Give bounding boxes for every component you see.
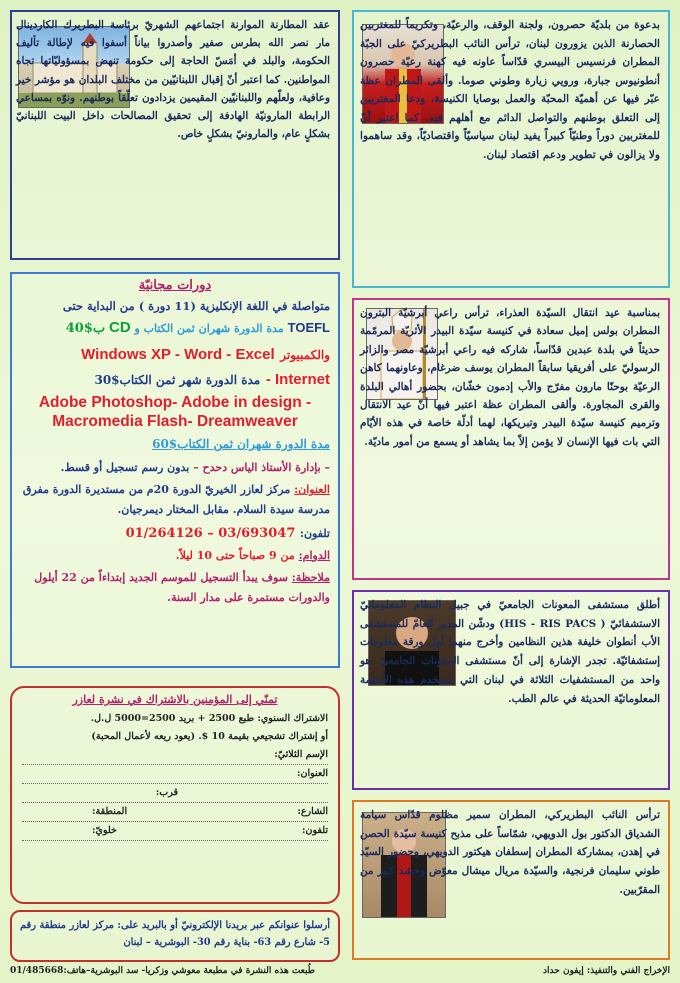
hours-label: الدوام:: [298, 548, 330, 562]
internet-duration: مدة الدورة شهر ثمن الكتاب$30: [94, 373, 261, 387]
name-field[interactable]: [22, 746, 328, 765]
name-label: الإسم الثلاثيّ:: [274, 749, 328, 761]
note-label: ملاحظة:: [291, 570, 330, 584]
courses-toefl-line: [20, 319, 330, 336]
windows-courses: Windows XP - Word - Excel: [81, 346, 275, 363]
address-field[interactable]: [22, 765, 328, 784]
subscription-box: [10, 686, 340, 904]
address-value: مركز لعازر الخيريّ الدورة 20م من مستديرة الدورة مفرق مدرسة سيدة السلام. مقابل المختار ديمرجيان.: [22, 483, 330, 516]
free-courses-box: [10, 272, 340, 668]
area-label: المنطقة:: [92, 806, 128, 818]
street-area-field[interactable]: [22, 803, 328, 822]
article-text: ترأس النائب البطريركي، المطران سمير مظلوم قدّاس سيامة الشدياق الدكتور بول الدويهي، شمّاساً على مذبح كنيسة سيّدة الحصن في إهدن، بمشاركة المطران إسطفان هيكتور الدويهي، وحضور السيّد طوني سليمان فرنجية، والسيّدة مريال ميشال معوّض وحشد كبير من المقرّبين.: [360, 809, 660, 896]
contact-text: أرسلوا عنوانكم عبر بريدنا الإلكترونيّ أو بالبريد على: مركز لعازر منطقة رقم 5- شارع رقم 63- بناية رقم 30- البوشرية – لبنان: [20, 920, 330, 948]
near-field[interactable]: [22, 784, 328, 803]
article-hospital: [352, 590, 670, 790]
courses-english-line: متواصلة في اللغة الإنكليزية (11 دورة ) من البداية حتى: [62, 299, 330, 313]
street-label: الشارع:: [297, 806, 328, 818]
print-credit: طُبعت هذه النشرة في مطبعة معوشي وزكريا- سد البوشرية–هاتف:01/485668: [10, 966, 315, 976]
article-bishops-meeting: [10, 10, 340, 260]
article-text: بمناسبة عيد انتقال السيّدة العذراء، ترأس راعي أبرشيّة البترون المطران بولس إميل سعادة في كنيسة سيّدة البيدر الأثريّة المرمّمة حديثاً في بلدة عبدين قدّاساً، شاركه فيه راعي أبرشيّة مصر والزائر الرسوليّ على أفريقيا سابقاً المطران يوسف ضرغام، وعاونهما كاهن الرعيّة بوحنّا مارون مفرّج والأب إدمون خشّان، بحضور أهالي البلدة والقرى المجاورة. وألقى المطران عظة اعتبر فيها أنّ عيد الانتقال وترميم كنيسة سيّدة البيدر وتبريكها، لهما أدلّة خاصة في هذه الأيّام التي بات فيها الإنسان لا يؤمن إلاّ بما يشاهد أو يسمع من أمور ماديّة.: [360, 307, 660, 448]
adobe-duration: مدة الدورة شهران ثمن الكتاب$60: [152, 437, 330, 452]
address-label: العنوان:: [294, 483, 330, 497]
phone-block: [20, 526, 330, 541]
article-text: بدعوة من بلديّة حصرون، ولجنة الوقف، والرعيّة، وتكريماً للمغتربين الحصارنة الذين يزورون لبنان، ترأس النائب البطريركيّ على الجبّة المطران فرنسيس البيسري قدّاساً عاونه فيه كهنة رعيّة حصرون أنطونيوس جبارة، ورويي زيارة وطوني صوما. وألقى المطران عظة عبّر فيها عن أهميّة المحبّة والعمل بوصايا الكنيسة، ودعا المغتربين إلى التعلق بوطنهم والتواصل الدائم مع أهلهم فيه. كما اعتبر أنّ للمغتربين دوراً وطنيّاً كبيراً يفيد لبنان سياسيّاً واقتصاديّاً، وقد ساهموا ولا يزالون في تطوير ودعم اقتصاد لبنان.: [360, 19, 660, 161]
phone-mobile-field[interactable]: [22, 822, 328, 841]
courses-title: دورات مجانيّة: [138, 278, 212, 293]
toefl-label: TOEFL: [287, 320, 330, 335]
address-field-label: العنوان:: [296, 768, 328, 780]
sub-phone-label: تلفون:: [302, 825, 328, 837]
note-value: سوف يبدأ التسجيل للموسم الجديد إبتداءاً من 22 أيلول والدورات مستمرة على مدار السنة.: [34, 570, 330, 604]
encourage-subscription: أو إشتراك تشجيعي بقيمة 10 $. (يعود ريعه لأعمال المحبة): [91, 731, 328, 743]
address-block: [20, 480, 330, 520]
hours-block: [20, 549, 330, 562]
adobe-line: Adobe Photoshop- Adobe in design - Macromedia Flash- Dreamweaver: [38, 394, 312, 430]
phone-label: تلفون:: [299, 526, 330, 540]
near-label: قرب:: [155, 787, 178, 799]
article-text: عقد المطارنة الموارنة اجتماعهم الشهريّ برئاسة البطريرك الكاردينال مار نصر الله بطرس صفير وأصدروا بياناً أسفوا فيه لإطالة تأليف الحكومة، والبلد في أمَسّ الحاجة إلى حكومة تنهض بمسؤوليّاتها تجاه المواطنين. كما اعتبر أنّ إقبال اللبنانيّين من مختلف البلدان هو مؤشر خير وعافية، ولعلّهم واللبنانيّين المقيمين يزدادون تعلّقاً بوطنهم. ونوّه بمساعي الرابطة المارونيّة الهادفة إلى تحقيق المصالحات داخل البيت اللبنانيّ بشكلٍ عام، والمارونيّ بشكلٍ خاص.: [16, 19, 330, 141]
article-assumption: [352, 298, 670, 580]
layout-credit: الإخراج الفني والتنفيذ: إيفون حداد: [543, 966, 670, 976]
annual-subscription: الاشتراك السنوي: طبع 2500 + بريد 2500=5000 ل.ل.: [90, 713, 328, 724]
computer-line: [20, 344, 330, 363]
computer-label: والكمبيوتر: [280, 348, 330, 362]
internet-line: [20, 369, 330, 388]
toefl-duration: مدة الدورة شهران ثمن الكتاب و: [134, 322, 284, 335]
article-hasroun: [352, 10, 670, 288]
hours-value: من 9 صباحاً حتى 10 ليلاً.: [175, 548, 295, 562]
contact-box: [10, 910, 340, 962]
initiative-free: بدون رسم تسجيل أو قسط.: [60, 461, 190, 475]
mobile-label: خلويّ:: [92, 825, 117, 837]
subscription-title: تمنّي إلى المؤمنين بالاشتراك في نشرة لعازر: [72, 693, 278, 706]
initiative-line: [20, 461, 330, 474]
note-block: [20, 568, 330, 608]
article-ordination: [352, 800, 670, 960]
phone-value: 01/264126 – 03/693047: [125, 525, 296, 541]
cd-label: CD: [109, 319, 131, 336]
internet-label: Internet -: [265, 371, 330, 388]
toefl-price: ب$40: [65, 321, 106, 336]
article-text: أطلق مستشفى المعونات الجامعيّ في جبيل النظام المعلوماتيّ الاستشفائيّ ( HIS - RIS PACS) ودشّن المدير العامّ للمستشفى الأب أنطوان خليفة هذين النظامين وأخرج منهما أول ورقة معلومات إستشفائيّة. تجدر الإشارة إلى أنّ مستشفى المعونات الجامعيّ، هو واحد من المستشفيات الثلاثة في لبنان التي تستخدم هذه الأنظمة المعلوماتيّة الحديثة في عالم الطب.: [360, 599, 660, 705]
initiative-by: – بإدارة الأستاذ الياس دحدح –: [193, 461, 330, 475]
